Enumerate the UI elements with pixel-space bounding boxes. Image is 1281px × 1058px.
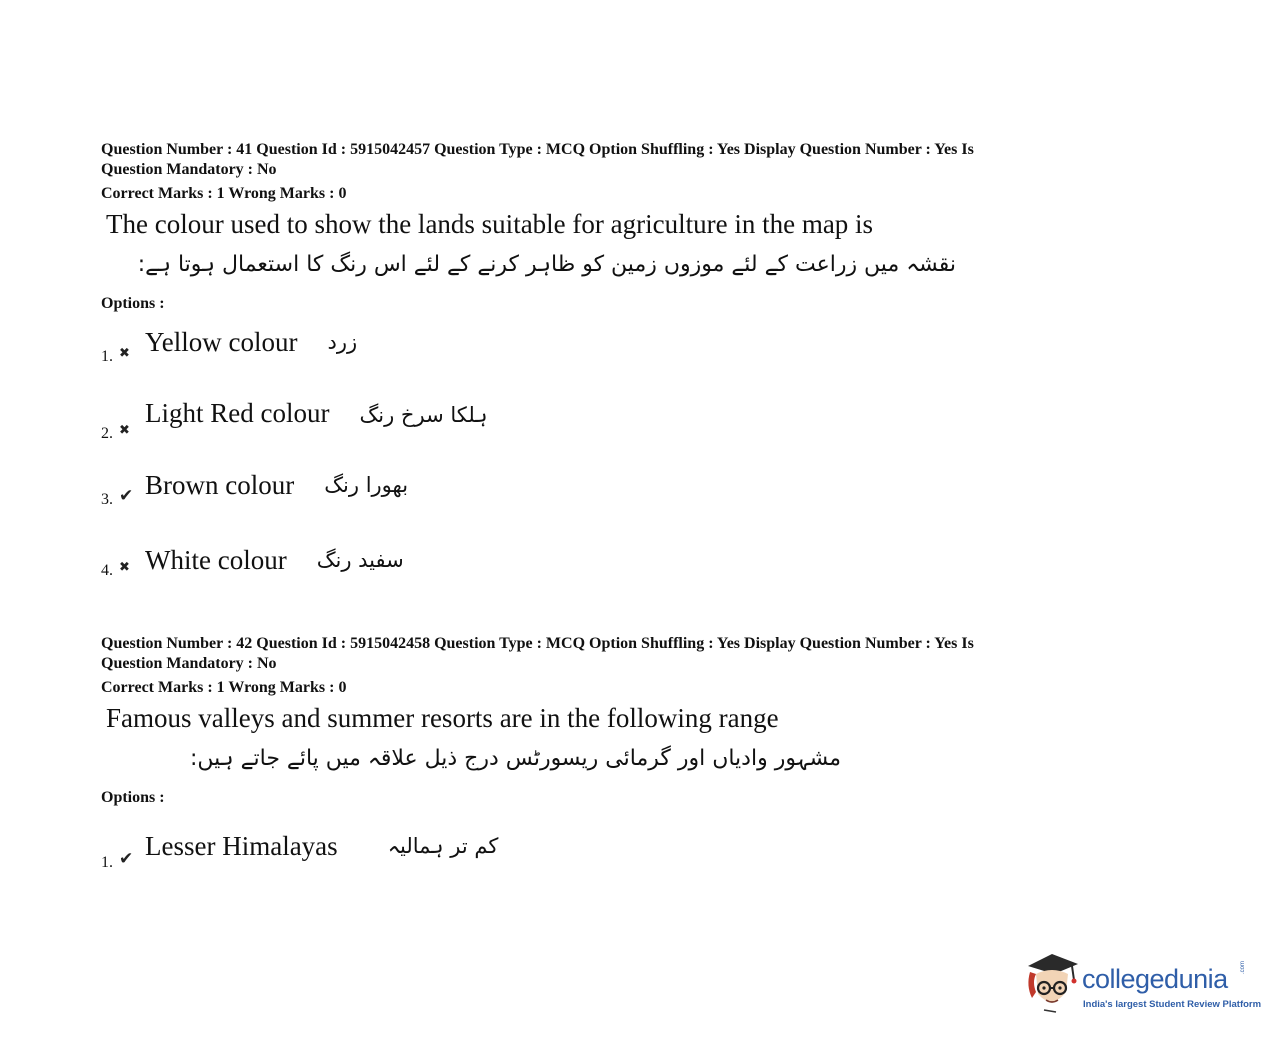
- question-meta: Question Number : 41 Question Id : 5915042457 Question Type : MCQ Option Shuffling : Yes Display Question Number : Yes Is: [101, 141, 974, 158]
- question-marks: Correct Marks : 1 Wrong Marks : 0: [101, 679, 347, 696]
- question-stem-urdu: نقشہ میں زراعت کے لئے موزوں زمین کو ظاہر کرنے کے لئے اس رنگ کا استعمال ہوتا ہے:: [137, 252, 956, 277]
- option-text-urdu: زرد: [327, 330, 358, 354]
- cross-icon: ✖: [119, 345, 130, 360]
- question-stem: The colour used to show the lands suitable for agriculture in the map is: [106, 209, 874, 239]
- check-icon: ✔: [119, 486, 134, 505]
- option-text: Lesser Himalayas: [145, 831, 338, 861]
- option-2: [101, 398, 488, 443]
- question-stem-urdu: مشہور وادیاں اور گرمائی ریسورٹس درج ذیل علاقہ میں پائے جاتے ہیں:: [189, 746, 841, 771]
- option-text-urdu: ہلکا سرخ رنگ: [359, 403, 488, 427]
- brand-suffix: .com: [1240, 960, 1246, 974]
- collegedunia-logo: [1020, 950, 1262, 1020]
- question-meta: Question Number : 42 Question Id : 5915042458 Question Type : MCQ Option Shuffling : Yes Display Question Number : Yes Is: [101, 635, 974, 652]
- options-label: Options :: [101, 295, 165, 312]
- question-stem: Famous valleys and summer resorts are in the following range: [106, 703, 779, 733]
- question-mandatory: Question Mandatory : No: [101, 655, 277, 672]
- option-number: 1.: [101, 348, 113, 365]
- option-text: White colour: [145, 545, 287, 575]
- cross-icon: ✖: [119, 559, 130, 574]
- option-text-urdu: کم تر ہمالیہ: [387, 834, 499, 858]
- option-text: Light Red colour: [145, 398, 330, 428]
- option-3: [101, 469, 408, 509]
- option-text-urdu: بھورا رنگ: [324, 473, 409, 497]
- question-marks: Correct Marks : 1 Wrong Marks : 0: [101, 185, 347, 202]
- options-label: Options :: [101, 789, 165, 806]
- option-text: Yellow colour: [145, 327, 298, 357]
- question-41: [101, 140, 1101, 314]
- option-number: 2.: [101, 425, 113, 442]
- brand-name: collegedunia: [1082, 964, 1228, 994]
- option-text: Brown colour: [145, 470, 295, 500]
- option-text-urdu: سفید رنگ: [316, 548, 404, 572]
- brand-tagline: India's largest Student Review Platform: [1083, 999, 1262, 1010]
- option-number: 3.: [101, 491, 113, 508]
- cross-icon: ✖: [119, 422, 130, 437]
- option-number: 4.: [101, 562, 113, 579]
- option-number: 1.: [101, 854, 113, 871]
- option-4: [101, 540, 404, 580]
- question-42: [101, 634, 1101, 808]
- mascot-icon: [1022, 952, 1080, 1014]
- question-mandatory: Question Mandatory : No: [101, 161, 277, 178]
- option-1: [101, 832, 498, 872]
- check-icon: ✔: [119, 849, 134, 868]
- option-1: [101, 326, 357, 366]
